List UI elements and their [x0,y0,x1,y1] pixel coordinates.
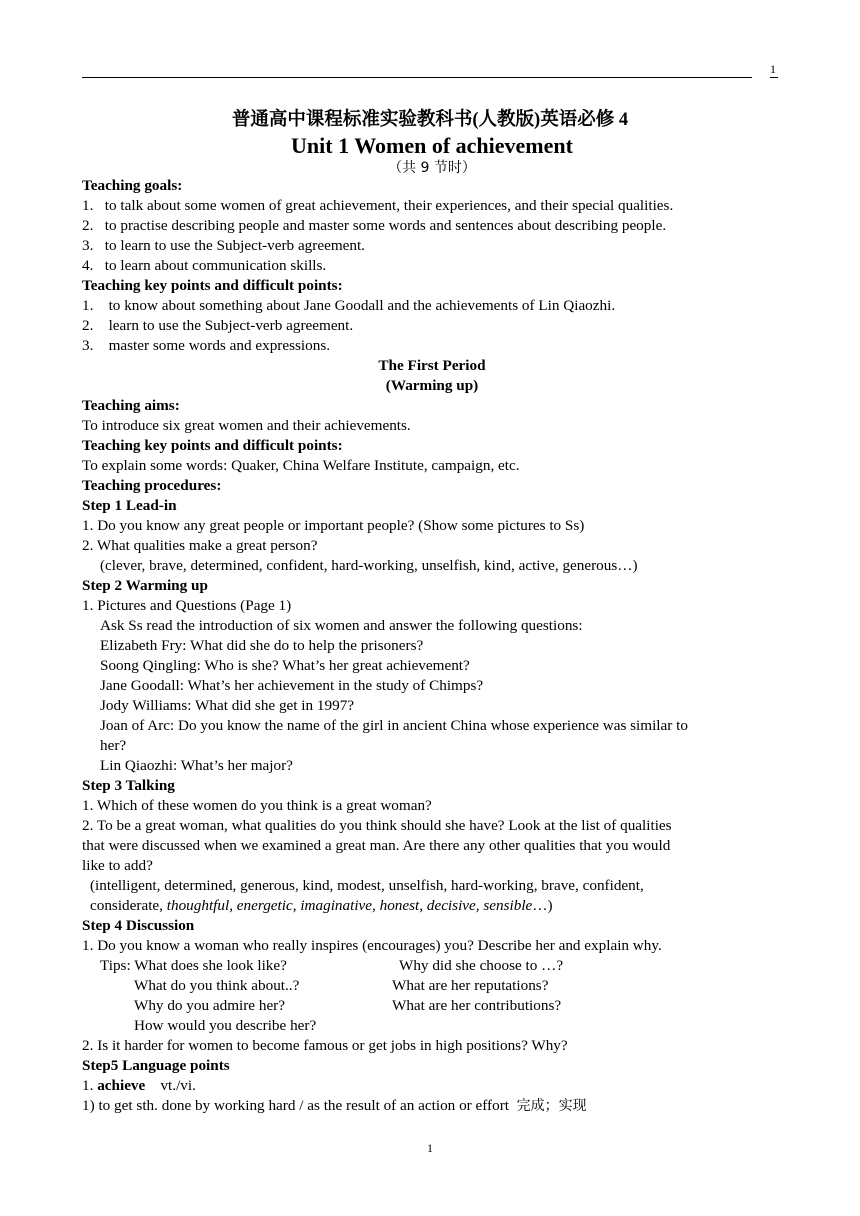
step2-question: Joan of Arc: Do you know the name of the girl in ancient China whose experience was similar to [100,717,688,734]
step5-heading: Step5 Language points [82,1057,230,1074]
step3-line: 2. To be a great woman, what qualities do you think should she have? Look at the list of qualities [82,817,672,834]
tips-row [82,1016,782,1036]
tip-text: Tips: What does she look like? [100,957,287,974]
step2-question: her? [100,737,127,754]
vocab-pos: vt./vi. [145,1077,196,1094]
step3-line: 1. Which of these women do you think is a great woman? [82,797,432,814]
tip-text: What do you think about..? [134,977,300,994]
goal-item: 1. to talk about some women of great achievement, their experiences, and their special qualities. [82,197,674,214]
tip-text: Why do you admire her? [134,997,285,1014]
document-body [82,108,782,1116]
step3-line: like to add? [82,857,153,874]
step2-question: Jody Williams: What did she get in 1997? [100,697,355,714]
vocab-number: 1. [82,1077,98,1094]
vocab-word-line [82,1076,782,1096]
key-point-item: 3. master some words and expressions. [82,337,331,354]
header-rule [82,77,752,78]
step4-heading: Step 4 Discussion [82,917,195,934]
definition-en: 1) to get sth. done by working hard / as the result of an action or effort [82,1097,517,1114]
qualities-plain: considerate, [90,897,167,914]
tip-text: What are her reputations? [392,977,549,994]
step3-heading: Step 3 Talking [82,777,175,794]
step2-item: 1. Pictures and Questions (Page 1) [82,597,292,614]
teaching-aims-text: To introduce six great women and their achievements. [82,417,411,434]
step4-line: 1. Do you know a woman who really inspires (encourages) you? Describe her and explain why. [82,937,662,954]
tip-text: What are her contributions? [392,997,562,1014]
tips-row [82,976,782,996]
key-point-item: 1. to know about something about Jane Goodall and the achievements of Lin Qiaozhi. [82,297,616,314]
step3-qualities-2 [82,896,782,916]
step1-heading: Step 1 Lead-in [82,497,177,514]
header-page-number-underline [770,77,778,78]
vocab-word: achieve [97,1077,146,1094]
step2-question: Jane Goodall: What’s her achievement in the study of Chimps? [100,677,484,694]
header-page-number: 1 [770,62,776,76]
tips-row [82,956,782,976]
document-subtitle: （共 9 节时） [388,160,476,176]
step2-question: Lin Qiaozhi: What’s her major? [100,757,293,774]
goal-item: 2. to practise describing people and master some words and sentences about describing people. [82,217,667,234]
tip-text: How would you describe her? [134,1017,317,1034]
period-title: The First Period [378,357,486,374]
qualities-italic: thoughtful, energetic, imaginative, honest, decisive, sensible [166,897,533,914]
footer-page-number: 1 [427,1141,433,1155]
step1-line: 1. Do you know any great people or important people? (Show some pictures to Ss) [82,517,585,534]
teaching-goals-heading: Teaching goals: [82,177,183,194]
key-point-item: 2. learn to use the Subject-verb agreement. [82,317,354,334]
step3-qualities: (intelligent, determined, generous, kind, modest, unselfish, hard-working, brave, confident, [90,877,644,894]
teaching-procedures-heading: Teaching procedures: [82,477,222,494]
period-subtitle: (Warming up) [385,377,479,394]
document-title-chinese: 普通高中课程标准实验教科书(人教版)英语必修 4 [231,110,629,130]
tip-text: Why did she choose to …? [399,957,564,974]
document-title-english: Unit 1 Women of achievement [291,133,573,158]
goal-item: 3. to learn to use the Subject-verb agreement. [82,237,365,254]
goal-item: 4. to learn about communication skills. [82,257,327,274]
key-points-heading: Teaching key points and difficult points: [82,277,343,294]
key-points-heading-2: Teaching key points and difficult points: [82,437,343,454]
step4-line: 2. Is it harder for women to become famous or get jobs in high positions? Why? [82,1037,568,1054]
step1-line: (clever, brave, determined, confident, hard-working, unselfish, kind, active, generous…) [100,557,638,574]
teaching-aims-heading: Teaching aims: [82,397,180,414]
step2-question: Elizabeth Fry: What did she do to help the prisoners? [100,637,424,654]
vocab-definition [82,1096,782,1116]
qualities-end: …) [532,897,553,914]
step3-line: that were discussed when we examined a great man. Are there any other qualities that you would [82,837,671,854]
step1-line: 2. What qualities make a great person? [82,537,318,554]
definition-cn: 完成；实现 [516,1098,587,1114]
tips-row [82,996,782,1016]
step2-heading: Step 2 Warming up [82,577,208,594]
step2-question: Soong Qingling: Who is she? What’s her great achievement? [100,657,470,674]
step2-question: Ask Ss read the introduction of six women and answer the following questions: [100,617,583,634]
key-points-text-2: To explain some words: Quaker, China Welfare Institute, campaign, etc. [82,457,520,474]
